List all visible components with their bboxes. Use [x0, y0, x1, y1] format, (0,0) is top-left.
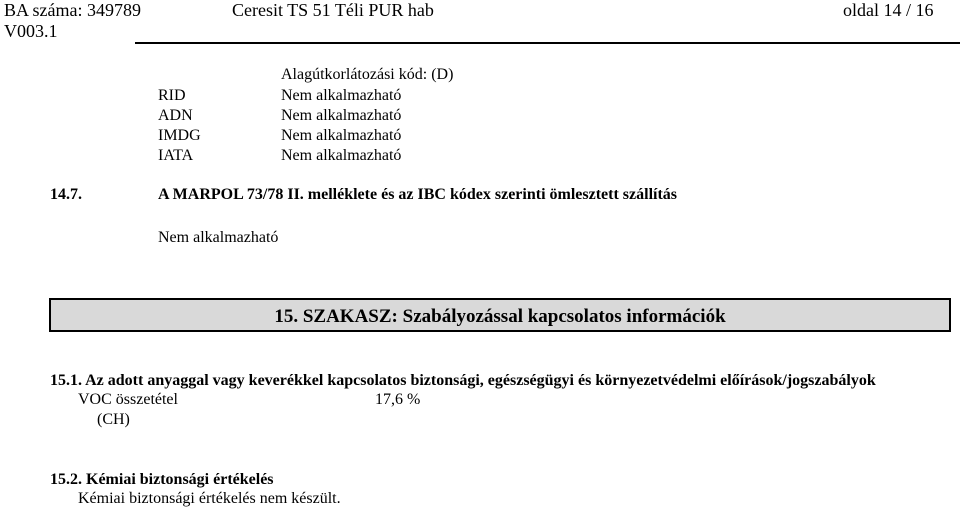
version: V003.1: [4, 21, 58, 41]
s14-7-title: A MARPOL 73/78 II. melléklete és az IBC kódex szerinti ömlesztett szállítás: [158, 186, 678, 203]
product-name: Ceresit TS 51 Téli PUR hab: [232, 0, 434, 20]
section-15-title: 15. SZAKASZ: Szabályozással kapcsolatos információk: [274, 306, 726, 327]
page-number: oldal 14 / 16: [843, 0, 934, 20]
s14-7-value: Nem alkalmazható: [158, 229, 279, 246]
s15-2-text: Kémiai biztonsági értékelés nem készült.: [78, 490, 341, 507]
s15-2-heading: 15.2. Kémiai biztonsági értékelés: [50, 471, 274, 488]
voc-label: VOC összetétel: [78, 391, 178, 408]
voc-note: (CH): [97, 411, 130, 428]
transport-label-rid: RID: [158, 87, 186, 104]
transport-label-iata: IATA: [158, 147, 194, 164]
transport-label-imdg: IMDG: [158, 127, 201, 144]
voc-value: 17,6 %: [375, 391, 421, 408]
header-rule: [135, 42, 960, 44]
transport-label-adn: ADN: [158, 107, 193, 124]
ba-number: BA száma: 349789: [4, 0, 141, 20]
s15-1-heading: 15.1. Az adott anyaggal vagy keverékkel kapcsolatos biztonsági, egészségügyi és környezetvédelmi előírások/jogszabályok: [50, 372, 876, 389]
transport-value-rid: Nem alkalmazható: [281, 87, 402, 104]
transport-value-adn: Nem alkalmazható: [281, 107, 402, 124]
tunnel-code: Alagútkorlátozási kód: (D): [281, 66, 454, 83]
section-15-header: [49, 298, 951, 332]
transport-value-imdg: Nem alkalmazható: [281, 127, 402, 144]
s14-7-number: 14.7.: [50, 186, 82, 203]
transport-value-iata: Nem alkalmazható: [281, 147, 402, 164]
